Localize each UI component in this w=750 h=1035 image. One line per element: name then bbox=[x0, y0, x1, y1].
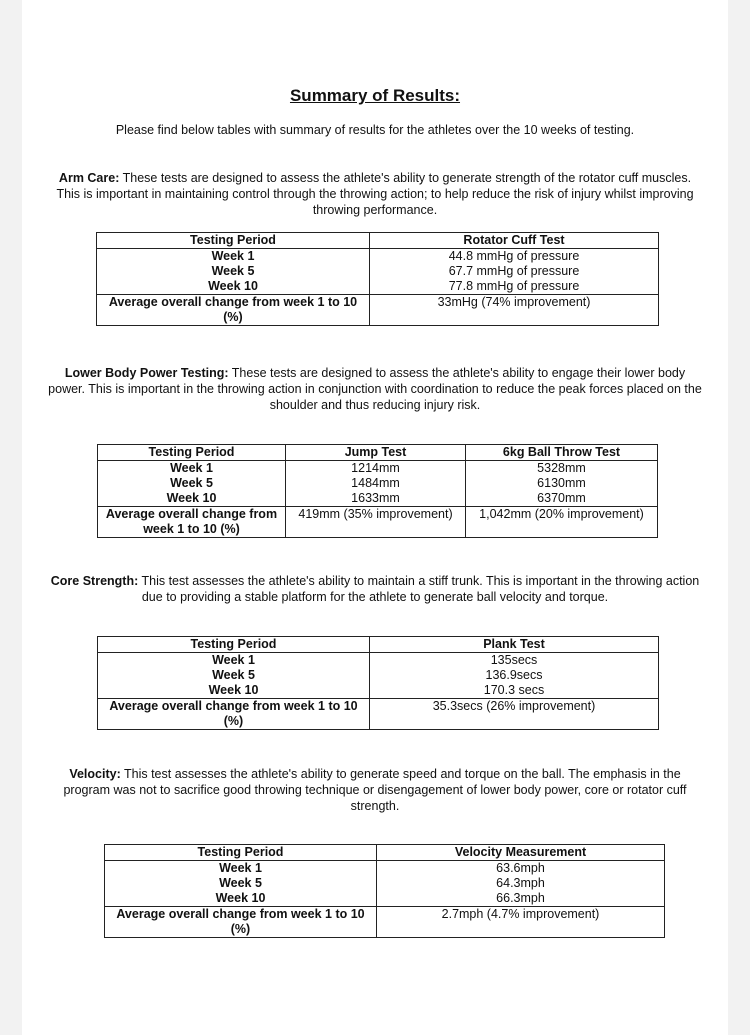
table-header-row bbox=[98, 637, 659, 653]
table-row bbox=[97, 249, 659, 265]
core-strength-heading: Core Strength: bbox=[50, 574, 139, 588]
value-cell: 170.3 secs bbox=[370, 683, 659, 699]
period-cell: Week 5 bbox=[97, 264, 370, 279]
value-cell: 1484mm bbox=[286, 476, 466, 491]
lower-body-text: These tests are designed to assess the athlete's ability to engage their lower body power. This is important in the throwing action in conjunction with coordination to reduce the peak forces placed on the shoulder and thus reducing injury risk. bbox=[48, 366, 702, 412]
period-cell: Week 1 bbox=[97, 249, 370, 265]
value-cell: 136.9secs bbox=[370, 668, 659, 683]
header-cell: Rotator Cuff Test bbox=[370, 233, 659, 249]
table-row bbox=[98, 461, 658, 477]
lower-body-paragraph bbox=[46, 365, 704, 413]
period-cell: Average overall change from week 1 to 10 (%) bbox=[98, 699, 370, 730]
value-cell: 2.7mph (4.7% improvement) bbox=[377, 907, 665, 938]
period-cell: Average overall change from week 1 to 10 (%) bbox=[98, 507, 286, 538]
table-row bbox=[98, 491, 658, 507]
core-strength-table bbox=[97, 636, 659, 730]
arm-care-heading: Arm Care: bbox=[58, 171, 120, 185]
core-strength-text: This test assesses the athlete's ability to maintain a stiff trunk. This is important in the throwing action due to providing a stable platform for the athlete to generate ball velocity and torque. bbox=[138, 574, 700, 604]
arm-care-paragraph bbox=[46, 170, 704, 218]
value-cell: 63.6mph bbox=[377, 861, 665, 877]
value-cell: 33mHg (74% improvement) bbox=[370, 295, 659, 326]
period-cell: Week 10 bbox=[105, 891, 377, 907]
value-cell: 1,042mm (20% improvement) bbox=[466, 507, 658, 538]
table-header-row bbox=[97, 233, 659, 249]
table-row bbox=[105, 861, 665, 877]
velocity-text: This test assesses the athlete's ability to generate speed and torque on the ball. The emphasis in the program was not to sacrifice good throwing technique or disengagement of lower body power, core or rotator cuff strength. bbox=[63, 767, 687, 813]
value-cell: 77.8 mmHg of pressure bbox=[370, 279, 659, 295]
velocity-paragraph bbox=[46, 766, 704, 814]
header-cell: Testing Period bbox=[98, 637, 370, 653]
period-cell: Week 10 bbox=[98, 491, 286, 507]
table-row bbox=[98, 699, 659, 730]
value-cell: 1214mm bbox=[286, 461, 466, 477]
core-strength-paragraph bbox=[46, 573, 704, 605]
header-cell: Testing Period bbox=[97, 233, 370, 249]
arm-care-table bbox=[96, 232, 659, 326]
value-cell: 66.3mph bbox=[377, 891, 665, 907]
table-row bbox=[97, 264, 659, 279]
table-row bbox=[105, 891, 665, 907]
header-cell: Jump Test bbox=[286, 445, 466, 461]
period-cell: Week 1 bbox=[98, 461, 286, 477]
period-cell: Week 10 bbox=[98, 683, 370, 699]
value-cell: 44.8 mmHg of pressure bbox=[370, 249, 659, 265]
period-cell: Average overall change from week 1 to 10 (%) bbox=[105, 907, 377, 938]
period-cell: Week 1 bbox=[105, 861, 377, 877]
header-cell: Plank Test bbox=[370, 637, 659, 653]
period-cell: Week 1 bbox=[98, 653, 370, 669]
lower-body-heading: Lower Body Power Testing: bbox=[64, 366, 229, 380]
intro-text: Please find below tables with summary of results for the athletes over the 10 weeks of testing. bbox=[115, 123, 635, 137]
velocity-table bbox=[104, 844, 665, 938]
header-cell: Velocity Measurement bbox=[377, 845, 665, 861]
value-cell: 67.7 mmHg of pressure bbox=[370, 264, 659, 279]
header-cell: 6kg Ball Throw Test bbox=[466, 445, 658, 461]
table-row bbox=[98, 668, 659, 683]
table-row bbox=[105, 907, 665, 938]
period-cell: Average overall change from week 1 to 10 (%) bbox=[97, 295, 370, 326]
header-cell: Testing Period bbox=[105, 845, 377, 861]
table-header-row bbox=[98, 445, 658, 461]
table-row bbox=[98, 507, 658, 538]
value-cell: 6130mm bbox=[466, 476, 658, 491]
value-cell: 35.3secs (26% improvement) bbox=[370, 699, 659, 730]
value-cell: 1633mm bbox=[286, 491, 466, 507]
arm-care-text: These tests are designed to assess the athlete's ability to generate strength of the rotator cuff muscles. This is important in maintaining control through the throwing action; to help reduce the risk of injury whilst improving throwing performance. bbox=[56, 171, 694, 217]
table-row bbox=[98, 476, 658, 491]
table-row bbox=[98, 653, 659, 669]
value-cell: 6370mm bbox=[466, 491, 658, 507]
table-header-row bbox=[105, 845, 665, 861]
velocity-heading: Velocity: bbox=[69, 767, 121, 781]
period-cell: Week 5 bbox=[105, 876, 377, 891]
value-cell: 64.3mph bbox=[377, 876, 665, 891]
value-cell: 419mm (35% improvement) bbox=[286, 507, 466, 538]
period-cell: Week 5 bbox=[98, 476, 286, 491]
table-row bbox=[98, 683, 659, 699]
header-cell: Testing Period bbox=[98, 445, 286, 461]
table-row bbox=[97, 279, 659, 295]
table-row bbox=[105, 876, 665, 891]
table-row bbox=[97, 295, 659, 326]
period-cell: Week 10 bbox=[97, 279, 370, 295]
value-cell: 5328mm bbox=[466, 461, 658, 477]
document-page bbox=[22, 0, 728, 1035]
value-cell: 135secs bbox=[370, 653, 659, 669]
page-title: Summary of Results: bbox=[289, 86, 461, 105]
lower-body-table bbox=[97, 444, 658, 538]
period-cell: Week 5 bbox=[98, 668, 370, 683]
